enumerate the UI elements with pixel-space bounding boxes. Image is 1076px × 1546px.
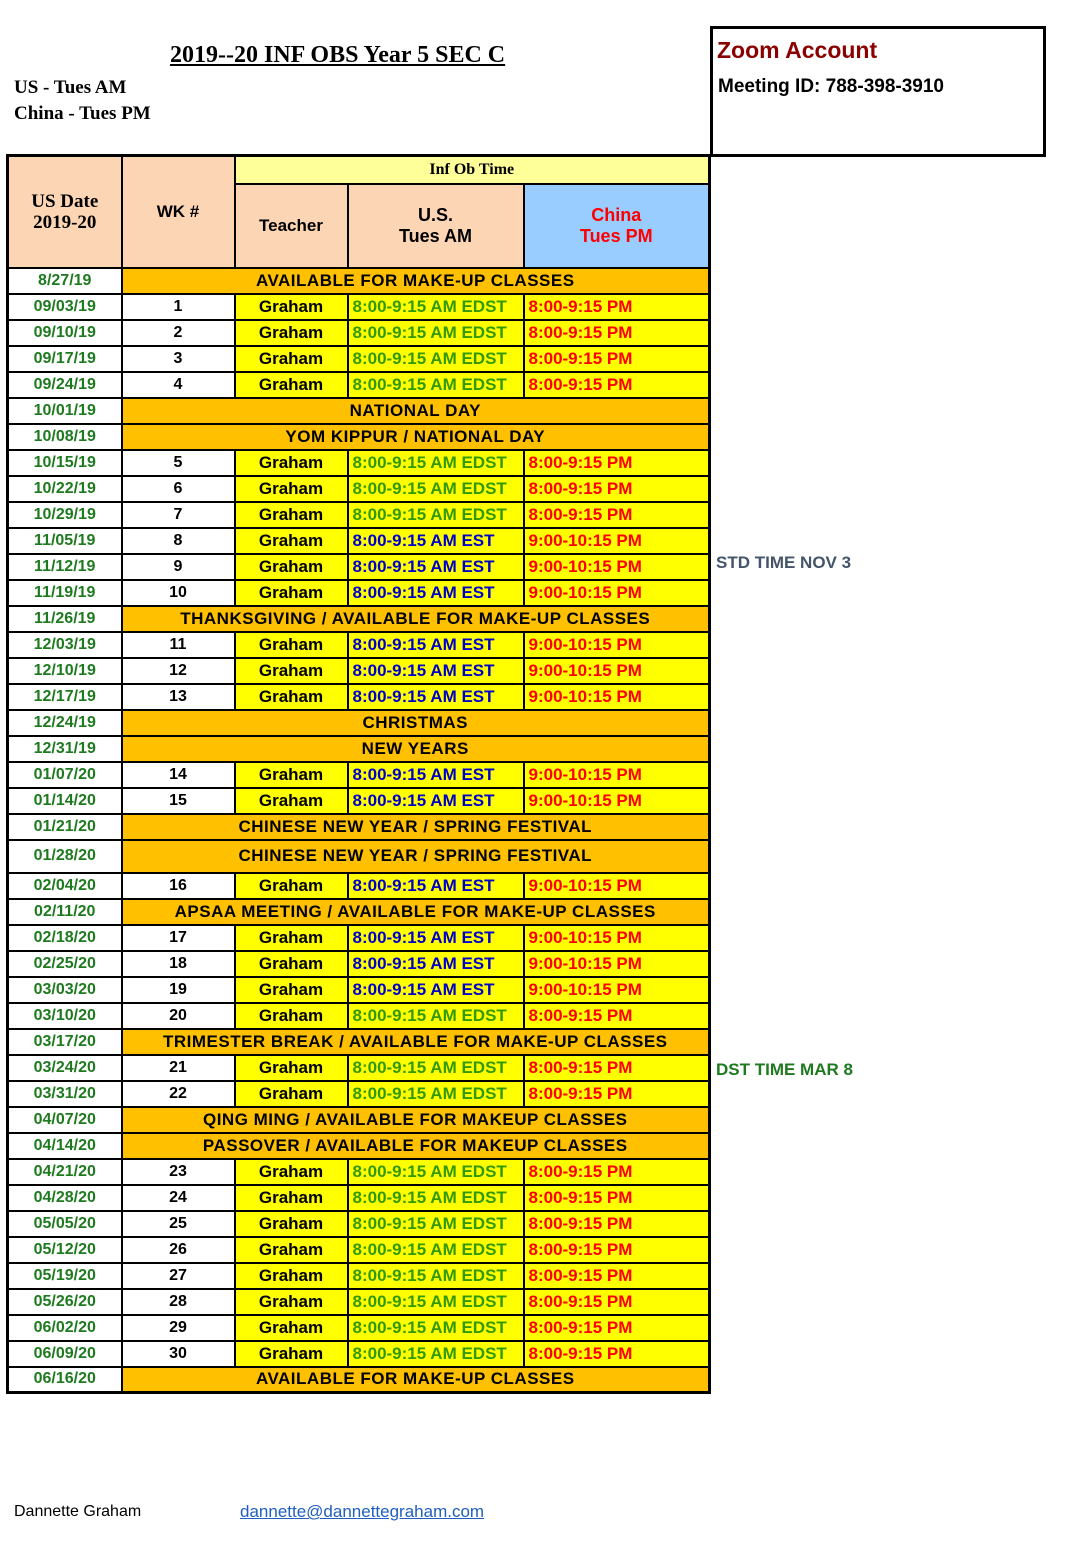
- teacher-cell: Graham: [235, 1159, 348, 1185]
- date-cell: 01/28/20: [8, 840, 122, 873]
- china-time-cell: 9:00-10:15 PM: [524, 580, 710, 606]
- event-cell: APSAA MEETING / AVAILABLE FOR MAKE-UP CLASSES: [122, 899, 710, 925]
- class-row: [8, 1003, 710, 1029]
- date-cell: 06/02/20: [8, 1315, 122, 1341]
- header-inf-ob-time: Inf Ob Time: [235, 156, 710, 184]
- week-cell: 22: [122, 1081, 235, 1107]
- date-cell: 03/17/20: [8, 1029, 122, 1055]
- china-time-cell: 9:00-10:15 PM: [524, 528, 710, 554]
- us-time-cell: 8:00-9:15 AM EDST: [348, 1159, 524, 1185]
- date-cell: 01/21/20: [8, 814, 122, 840]
- week-cell: 26: [122, 1237, 235, 1263]
- date-cell: 10/08/19: [8, 424, 122, 450]
- teacher-cell: Graham: [235, 1211, 348, 1237]
- event-cell: CHRISTMAS: [122, 710, 710, 736]
- us-time-cell: 8:00-9:15 AM EST: [348, 762, 524, 788]
- china-time-cell: 8:00-9:15 PM: [524, 476, 710, 502]
- footer-email-link[interactable]: dannette@dannettegraham.com: [240, 1502, 485, 1521]
- header-china-line2: Tues PM: [579, 225, 653, 246]
- china-time-cell: 8:00-9:15 PM: [524, 1211, 710, 1237]
- us-time-cell: 8:00-9:15 AM EST: [348, 951, 524, 977]
- class-row: [8, 873, 710, 899]
- china-time-cell: 8:00-9:15 PM: [524, 1159, 710, 1185]
- week-cell: 6: [122, 476, 235, 502]
- teacher-cell: Graham: [235, 788, 348, 814]
- us-time-cell: 8:00-9:15 AM EDST: [348, 320, 524, 346]
- china-time-cell: 9:00-10:15 PM: [524, 554, 710, 580]
- week-cell: 30: [122, 1341, 235, 1367]
- header-us-line1: U.S.: [417, 204, 453, 225]
- page-title: 2019--20 INF OBS Year 5 SEC C: [170, 42, 506, 68]
- date-cell: 12/03/19: [8, 632, 122, 658]
- teacher-cell: Graham: [235, 1185, 348, 1211]
- class-row: [8, 1081, 710, 1107]
- date-cell: 12/24/19: [8, 710, 122, 736]
- week-cell: 4: [122, 372, 235, 398]
- teacher-cell: Graham: [235, 1055, 348, 1081]
- teacher-cell: Graham: [235, 1289, 348, 1315]
- class-row: [8, 1055, 710, 1081]
- date-cell: 12/31/19: [8, 736, 122, 762]
- china-time-cell: 9:00-10:15 PM: [524, 873, 710, 899]
- class-row: [8, 1263, 710, 1289]
- date-cell: 05/26/20: [8, 1289, 122, 1315]
- week-cell: 27: [122, 1263, 235, 1289]
- class-row: [8, 788, 710, 814]
- date-cell: 04/07/20: [8, 1107, 122, 1133]
- china-time-cell: 8:00-9:15 PM: [524, 450, 710, 476]
- event-cell: AVAILABLE FOR MAKE-UP CLASSES: [122, 268, 710, 294]
- us-time-cell: 8:00-9:15 AM EDST: [348, 1289, 524, 1315]
- header-us-date-line2: 2019-20: [33, 211, 97, 233]
- date-cell: 03/31/20: [8, 1081, 122, 1107]
- schedule-body: [8, 268, 710, 1393]
- class-row: [8, 554, 710, 580]
- week-cell: 15: [122, 788, 235, 814]
- class-row: [8, 528, 710, 554]
- date-cell: 01/07/20: [8, 762, 122, 788]
- us-time-cell: 8:00-9:15 AM EDST: [348, 502, 524, 528]
- teacher-cell: Graham: [235, 294, 348, 320]
- china-time-cell: 8:00-9:15 PM: [524, 1315, 710, 1341]
- event-cell: NATIONAL DAY: [122, 398, 710, 424]
- teacher-cell: Graham: [235, 476, 348, 502]
- event-cell: THANKSGIVING / AVAILABLE FOR MAKE-UP CLASSES: [122, 606, 710, 632]
- us-time-cell: 8:00-9:15 AM EDST: [348, 1185, 524, 1211]
- class-row: [8, 476, 710, 502]
- teacher-cell: Graham: [235, 1263, 348, 1289]
- teacher-cell: Graham: [235, 346, 348, 372]
- china-time-cell: 8:00-9:15 PM: [524, 346, 710, 372]
- china-time-cell: 8:00-9:15 PM: [524, 1289, 710, 1315]
- class-row: [8, 372, 710, 398]
- date-cell: 06/09/20: [8, 1341, 122, 1367]
- us-time-cell: 8:00-9:15 AM EDST: [348, 1341, 524, 1367]
- date-cell: 05/12/20: [8, 1237, 122, 1263]
- class-row: [8, 1237, 710, 1263]
- class-row: [8, 580, 710, 606]
- date-cell: 10/29/19: [8, 502, 122, 528]
- class-row: [8, 1341, 710, 1367]
- date-cell: 11/26/19: [8, 606, 122, 632]
- us-time-cell: 8:00-9:15 AM EDST: [348, 1263, 524, 1289]
- header-china-line1: China: [591, 204, 642, 225]
- teacher-cell: Graham: [235, 320, 348, 346]
- china-time-cell: 8:00-9:15 PM: [524, 1185, 710, 1211]
- week-cell: 29: [122, 1315, 235, 1341]
- class-row: [8, 294, 710, 320]
- week-cell: 3: [122, 346, 235, 372]
- event-cell: YOM KIPPUR / NATIONAL DAY: [122, 424, 710, 450]
- class-row: [8, 450, 710, 476]
- event-row: [8, 606, 710, 632]
- us-schedule-note: US - Tues AM: [14, 77, 127, 98]
- event-row: [8, 1029, 710, 1055]
- teacher-cell: Graham: [235, 873, 348, 899]
- class-row: [8, 346, 710, 372]
- week-cell: 16: [122, 873, 235, 899]
- event-row: [8, 840, 710, 873]
- us-time-cell: 8:00-9:15 AM EDST: [348, 346, 524, 372]
- date-cell: 10/01/19: [8, 398, 122, 424]
- event-cell: TRIMESTER BREAK / AVAILABLE FOR MAKE-UP CLASSES: [122, 1029, 710, 1055]
- week-cell: 18: [122, 951, 235, 977]
- teacher-cell: Graham: [235, 658, 348, 684]
- class-row: [8, 925, 710, 951]
- event-row: [8, 710, 710, 736]
- week-cell: 11: [122, 632, 235, 658]
- date-cell: 11/12/19: [8, 554, 122, 580]
- date-cell: 06/16/20: [8, 1367, 122, 1393]
- us-time-cell: 8:00-9:15 AM EST: [348, 977, 524, 1003]
- teacher-cell: Graham: [235, 502, 348, 528]
- date-cell: 04/14/20: [8, 1133, 122, 1159]
- teacher-cell: Graham: [235, 1081, 348, 1107]
- china-time-cell: 8:00-9:15 PM: [524, 1081, 710, 1107]
- date-cell: 8/27/19: [8, 268, 122, 294]
- event-cell: PASSOVER / AVAILABLE FOR MAKEUP CLASSES: [122, 1133, 710, 1159]
- china-time-cell: 9:00-10:15 PM: [524, 788, 710, 814]
- china-schedule-note: China - Tues PM: [14, 103, 151, 124]
- zoom-account-box: [710, 26, 1046, 157]
- teacher-cell: Graham: [235, 684, 348, 710]
- week-cell: 8: [122, 528, 235, 554]
- event-row: [8, 899, 710, 925]
- class-row: [8, 977, 710, 1003]
- dst-time-note: DST TIME MAR 8: [716, 1060, 853, 1079]
- class-row: [8, 1159, 710, 1185]
- date-cell: 09/10/19: [8, 320, 122, 346]
- event-cell: AVAILABLE FOR MAKE-UP CLASSES: [122, 1367, 710, 1393]
- us-time-cell: 8:00-9:15 AM EST: [348, 528, 524, 554]
- date-cell: 04/28/20: [8, 1185, 122, 1211]
- class-row: [8, 951, 710, 977]
- class-row: [8, 658, 710, 684]
- date-cell: 02/25/20: [8, 951, 122, 977]
- china-time-cell: 8:00-9:15 PM: [524, 294, 710, 320]
- china-time-cell: 8:00-9:15 PM: [524, 372, 710, 398]
- week-cell: 12: [122, 658, 235, 684]
- teacher-cell: Graham: [235, 1237, 348, 1263]
- schedule-table: [6, 154, 711, 1394]
- week-cell: 2: [122, 320, 235, 346]
- china-time-cell: 9:00-10:15 PM: [524, 632, 710, 658]
- event-row: [8, 398, 710, 424]
- us-time-cell: 8:00-9:15 AM EST: [348, 788, 524, 814]
- header-us-date-line1: US Date: [31, 190, 99, 212]
- china-time-cell: 9:00-10:15 PM: [524, 684, 710, 710]
- china-time-cell: 8:00-9:15 PM: [524, 1003, 710, 1029]
- us-time-cell: 8:00-9:15 AM EDST: [348, 372, 524, 398]
- week-cell: 10: [122, 580, 235, 606]
- us-time-cell: 8:00-9:15 AM EDST: [348, 1003, 524, 1029]
- teacher-cell: Graham: [235, 977, 348, 1003]
- us-time-cell: 8:00-9:15 AM EDST: [348, 1081, 524, 1107]
- week-cell: 14: [122, 762, 235, 788]
- us-time-cell: 8:00-9:15 AM EDST: [348, 294, 524, 320]
- week-cell: 5: [122, 450, 235, 476]
- class-row: [8, 684, 710, 710]
- week-cell: 9: [122, 554, 235, 580]
- week-cell: 20: [122, 1003, 235, 1029]
- event-row: [8, 424, 710, 450]
- week-cell: 25: [122, 1211, 235, 1237]
- us-time-cell: 8:00-9:15 AM EST: [348, 580, 524, 606]
- teacher-cell: Graham: [235, 580, 348, 606]
- teacher-cell: Graham: [235, 1341, 348, 1367]
- week-cell: 28: [122, 1289, 235, 1315]
- date-cell: 09/17/19: [8, 346, 122, 372]
- teacher-cell: Graham: [235, 1003, 348, 1029]
- teacher-cell: Graham: [235, 925, 348, 951]
- header-week: WK #: [122, 156, 235, 268]
- teacher-cell: Graham: [235, 951, 348, 977]
- teacher-cell: Graham: [235, 632, 348, 658]
- date-cell: 05/05/20: [8, 1211, 122, 1237]
- class-row: [8, 1185, 710, 1211]
- china-time-cell: 9:00-10:15 PM: [524, 925, 710, 951]
- teacher-cell: Graham: [235, 528, 348, 554]
- date-cell: 01/14/20: [8, 788, 122, 814]
- teacher-cell: Graham: [235, 762, 348, 788]
- china-time-cell: 9:00-10:15 PM: [524, 977, 710, 1003]
- date-cell: 03/10/20: [8, 1003, 122, 1029]
- class-row: [8, 502, 710, 528]
- class-row: [8, 1211, 710, 1237]
- us-time-cell: 8:00-9:15 AM EST: [348, 684, 524, 710]
- date-cell: 09/03/19: [8, 294, 122, 320]
- date-cell: 03/24/20: [8, 1055, 122, 1081]
- event-row: [8, 814, 710, 840]
- std-time-note: STD TIME NOV 3: [716, 553, 852, 572]
- china-time-cell: 8:00-9:15 PM: [524, 1263, 710, 1289]
- us-time-cell: 8:00-9:15 AM EDST: [348, 1211, 524, 1237]
- event-row: [8, 1367, 710, 1393]
- event-cell: NEW YEARS: [122, 736, 710, 762]
- date-cell: 11/19/19: [8, 580, 122, 606]
- week-cell: 19: [122, 977, 235, 1003]
- teacher-cell: Graham: [235, 554, 348, 580]
- date-cell: 12/17/19: [8, 684, 122, 710]
- us-time-cell: 8:00-9:15 AM EST: [348, 554, 524, 580]
- date-cell: 10/22/19: [8, 476, 122, 502]
- china-time-cell: 8:00-9:15 PM: [524, 502, 710, 528]
- china-time-cell: 9:00-10:15 PM: [524, 658, 710, 684]
- week-cell: 24: [122, 1185, 235, 1211]
- zoom-meeting-id: Meeting ID: 788-398-3910: [718, 76, 944, 97]
- date-cell: 02/11/20: [8, 899, 122, 925]
- date-cell: 11/05/19: [8, 528, 122, 554]
- header-teacher: Teacher: [235, 184, 348, 268]
- us-time-cell: 8:00-9:15 AM EDST: [348, 1315, 524, 1341]
- header-china-time: [524, 184, 710, 268]
- teacher-cell: Graham: [235, 372, 348, 398]
- us-time-cell: 8:00-9:15 AM EDST: [348, 450, 524, 476]
- event-row: [8, 268, 710, 294]
- date-cell: 05/19/20: [8, 1263, 122, 1289]
- china-time-cell: 8:00-9:15 PM: [524, 1055, 710, 1081]
- event-row: [8, 1133, 710, 1159]
- zoom-account-title: Zoom Account: [717, 37, 878, 63]
- us-time-cell: 8:00-9:15 AM EST: [348, 632, 524, 658]
- date-cell: 04/21/20: [8, 1159, 122, 1185]
- week-cell: 13: [122, 684, 235, 710]
- class-row: [8, 1289, 710, 1315]
- us-time-cell: 8:00-9:15 AM EDST: [348, 476, 524, 502]
- china-time-cell: 8:00-9:15 PM: [524, 320, 710, 346]
- china-time-cell: 9:00-10:15 PM: [524, 951, 710, 977]
- class-row: [8, 320, 710, 346]
- week-cell: 21: [122, 1055, 235, 1081]
- china-time-cell: 8:00-9:15 PM: [524, 1341, 710, 1367]
- header-us-time: [348, 184, 524, 268]
- week-cell: 17: [122, 925, 235, 951]
- class-row: [8, 762, 710, 788]
- week-cell: 7: [122, 502, 235, 528]
- us-time-cell: 8:00-9:15 AM EDST: [348, 1055, 524, 1081]
- event-cell: CHINESE NEW YEAR / SPRING FESTIVAL: [122, 814, 710, 840]
- event-cell: QING MING / AVAILABLE FOR MAKEUP CLASSES: [122, 1107, 710, 1133]
- china-time-cell: 9:00-10:15 PM: [524, 762, 710, 788]
- date-cell: 02/18/20: [8, 925, 122, 951]
- teacher-cell: Graham: [235, 1315, 348, 1341]
- us-time-cell: 8:00-9:15 AM EST: [348, 925, 524, 951]
- date-cell: 10/15/19: [8, 450, 122, 476]
- footer-name: Dannette Graham: [14, 1503, 142, 1520]
- date-cell: 12/10/19: [8, 658, 122, 684]
- event-row: [8, 736, 710, 762]
- header-us-line2: Tues AM: [398, 225, 472, 246]
- event-cell: CHINESE NEW YEAR / SPRING FESTIVAL: [122, 840, 710, 873]
- china-time-cell: 8:00-9:15 PM: [524, 1237, 710, 1263]
- header-us-date: [8, 156, 122, 268]
- date-cell: 03/03/20: [8, 977, 122, 1003]
- class-row: [8, 1315, 710, 1341]
- week-cell: 23: [122, 1159, 235, 1185]
- class-row: [8, 632, 710, 658]
- event-row: [8, 1107, 710, 1133]
- teacher-cell: Graham: [235, 450, 348, 476]
- us-time-cell: 8:00-9:15 AM EDST: [348, 1237, 524, 1263]
- date-cell: 02/04/20: [8, 873, 122, 899]
- us-time-cell: 8:00-9:15 AM EST: [348, 873, 524, 899]
- week-cell: 1: [122, 294, 235, 320]
- date-cell: 09/24/19: [8, 372, 122, 398]
- us-time-cell: 8:00-9:15 AM EST: [348, 658, 524, 684]
